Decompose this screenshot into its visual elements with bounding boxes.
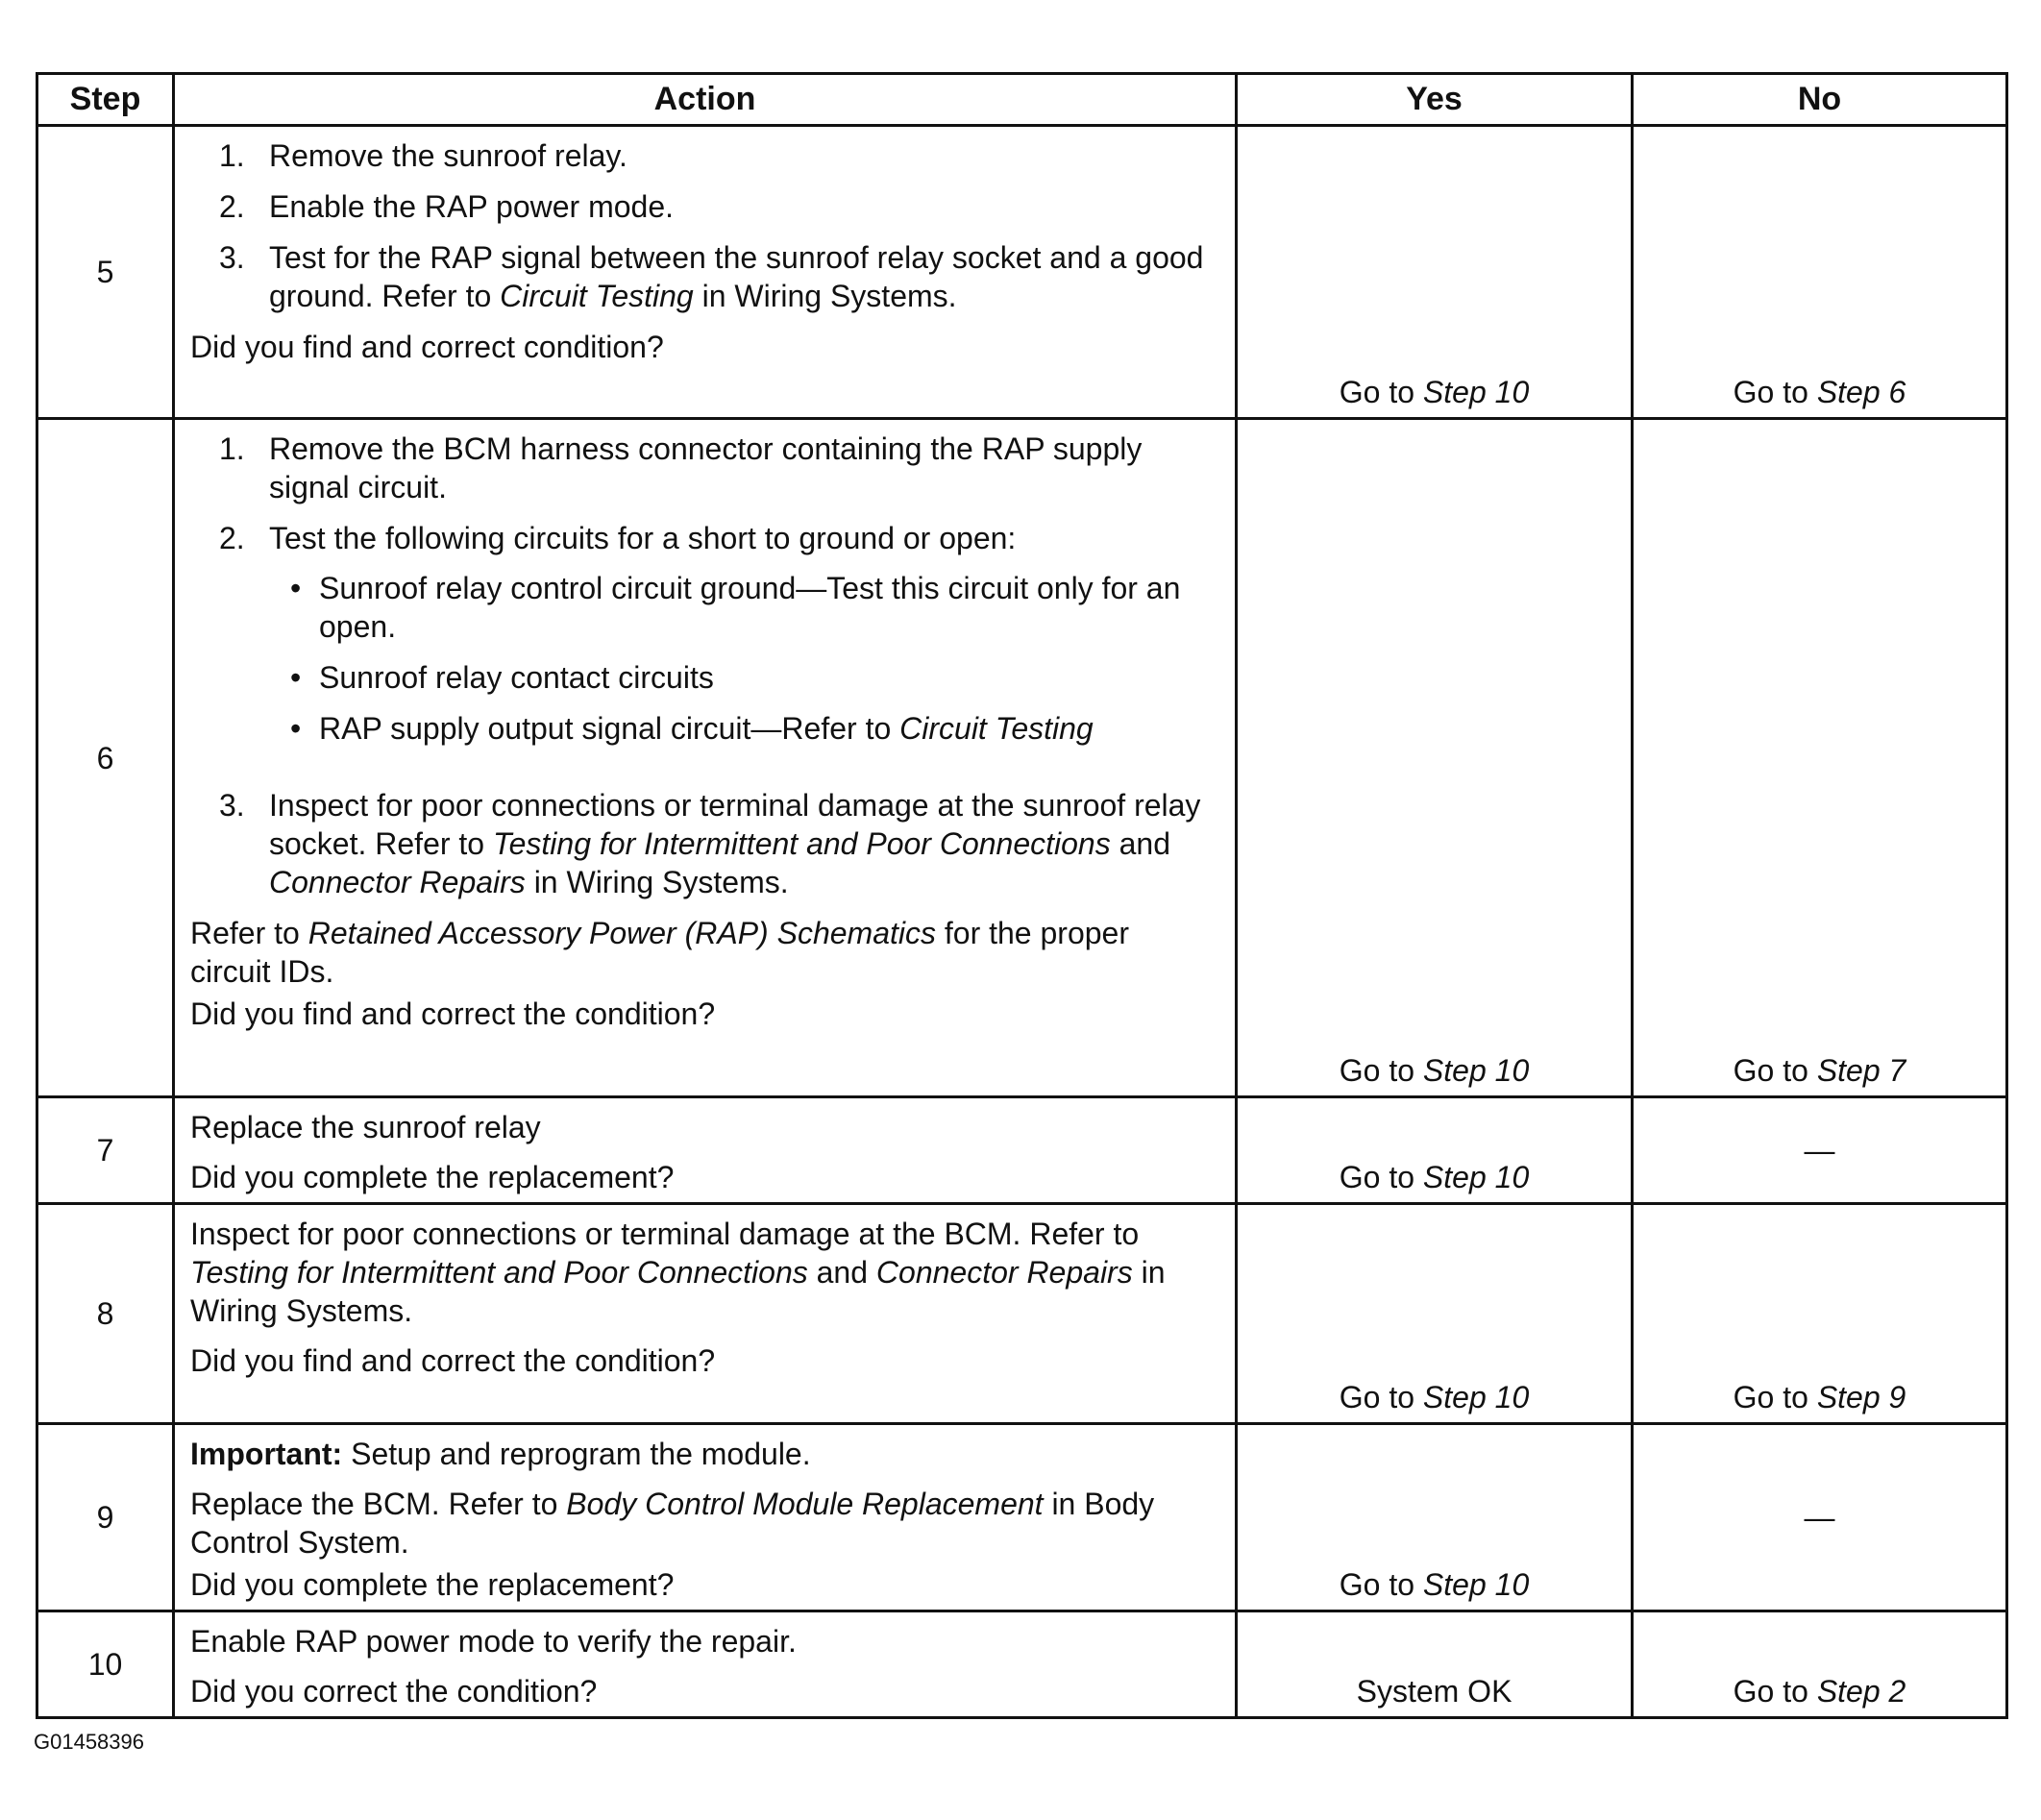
no-go-to: Go to bbox=[1733, 375, 1817, 409]
no-go-to: Go to bbox=[1733, 1053, 1817, 1088]
header-step: Step bbox=[37, 74, 174, 126]
step-text: Remove the sunroof relay. bbox=[269, 138, 627, 173]
no-cell bbox=[1633, 1611, 2007, 1718]
no-cell bbox=[1633, 1204, 2007, 1424]
no-cell bbox=[1633, 126, 2007, 419]
table-row-step-6 bbox=[37, 419, 2007, 1097]
step-text: in Wiring Systems. bbox=[693, 279, 957, 313]
action-text: Replace the sunroof relay bbox=[190, 1110, 541, 1144]
no-cell bbox=[1633, 419, 2007, 1097]
yes-cell bbox=[1237, 419, 1633, 1097]
step-index: 1. bbox=[219, 431, 245, 466]
action-step-list bbox=[190, 430, 1216, 901]
step-index: 2. bbox=[219, 521, 245, 555]
header-yes: Yes bbox=[1237, 74, 1633, 126]
step-text: Enable the RAP power mode. bbox=[269, 189, 674, 224]
action-question: Did you complete the replacement? bbox=[190, 1160, 675, 1194]
action-question: Did you correct the condition? bbox=[190, 1674, 598, 1709]
action-step bbox=[190, 187, 1216, 226]
yes-cell bbox=[1237, 126, 1633, 419]
step-number: 10 bbox=[37, 1611, 174, 1718]
bullet-text: Sunroof relay control circuit ground—Test this circuit only for an open. bbox=[319, 571, 1181, 644]
yes-target-step: Step 10 bbox=[1422, 1053, 1530, 1088]
action-cell bbox=[174, 419, 1237, 1097]
action-question: Did you find and correct condition? bbox=[190, 330, 664, 364]
action-text-part: Replace the BCM. Refer to bbox=[190, 1487, 567, 1521]
action-text bbox=[190, 1485, 1216, 1562]
header-no: No bbox=[1633, 74, 2007, 126]
important-note bbox=[190, 1435, 1216, 1473]
no-target-step: Step 7 bbox=[1816, 1053, 1906, 1088]
yes-go-to: Go to bbox=[1339, 1380, 1423, 1414]
yes-target-step: Step 10 bbox=[1422, 1567, 1530, 1602]
reference-link: Circuit Testing bbox=[899, 711, 1094, 746]
refer-note bbox=[190, 914, 1216, 991]
action-step bbox=[190, 786, 1216, 901]
important-label: Important: bbox=[190, 1437, 343, 1471]
reference-link: Body Control Module Replacement bbox=[566, 1487, 1044, 1521]
bullet-dot: • bbox=[290, 711, 302, 746]
yes-target-step: Step 10 bbox=[1422, 1160, 1530, 1194]
action-cell bbox=[174, 1204, 1237, 1424]
action-cell bbox=[174, 1424, 1237, 1611]
step-number: 8 bbox=[37, 1204, 174, 1424]
no-target-step: Step 9 bbox=[1816, 1380, 1906, 1414]
important-text: Setup and reprogram the module. bbox=[342, 1437, 811, 1471]
no-cell bbox=[1633, 1424, 2007, 1611]
step-text: in Wiring Systems. bbox=[525, 865, 789, 899]
action-text-part: and bbox=[807, 1255, 876, 1290]
action-text-part: Inspect for poor connections or terminal damage at the BCM. Refer to bbox=[190, 1217, 1140, 1251]
reference-link: Connector Repairs bbox=[875, 1255, 1133, 1290]
step-index: 1. bbox=[219, 138, 245, 173]
action-cell bbox=[174, 1611, 1237, 1718]
yes-cell bbox=[1237, 1611, 1633, 1718]
bullet-item bbox=[269, 658, 1216, 697]
action-text: Enable RAP power mode to verify the repair. bbox=[190, 1624, 797, 1659]
no-dash: — bbox=[1804, 1133, 1835, 1168]
yes-cell bbox=[1237, 1424, 1633, 1611]
step-number: 6 bbox=[37, 419, 174, 1097]
circuit-bullet-list bbox=[269, 569, 1216, 748]
bullet-text: RAP supply output signal circuit—Refer to bbox=[319, 711, 900, 746]
action-step-list bbox=[190, 136, 1216, 315]
header-action: Action bbox=[174, 74, 1237, 126]
reference-link: Circuit Testing bbox=[500, 279, 694, 313]
table-row-step-9 bbox=[37, 1424, 2007, 1611]
yes-go-to: Go to bbox=[1339, 1567, 1423, 1602]
action-text-part: in Wiring Systems. bbox=[190, 1255, 1166, 1328]
no-cell bbox=[1633, 1097, 2007, 1204]
bullet-text: Sunroof relay contact circuits bbox=[319, 660, 714, 695]
no-target-step: Step 6 bbox=[1816, 375, 1906, 409]
action-question: Did you find and correct the condition? bbox=[190, 1343, 716, 1378]
yes-go-to: Go to bbox=[1339, 1053, 1423, 1088]
action-step bbox=[190, 519, 1216, 748]
step-text: Inspect for poor connections or terminal damage at the sunroof relay socket. Refer to bbox=[269, 788, 1201, 861]
no-target-step: Step 2 bbox=[1816, 1674, 1906, 1709]
table-row-step-7 bbox=[37, 1097, 2007, 1204]
action-text bbox=[190, 1215, 1216, 1330]
yes-cell bbox=[1237, 1204, 1633, 1424]
bullet-dot: • bbox=[290, 660, 302, 695]
step-text: Remove the BCM harness connector containing the RAP supply signal circuit. bbox=[269, 431, 1143, 504]
figure-id: G01458396 bbox=[34, 1730, 144, 1754]
step-number: 7 bbox=[37, 1097, 174, 1204]
table-row-step-10 bbox=[37, 1611, 2007, 1718]
refer-text: for the proper circuit IDs. bbox=[190, 916, 1129, 989]
step-index: 3. bbox=[219, 240, 245, 275]
step-text: Test the following circuits for a short to ground or open: bbox=[269, 521, 1017, 555]
step-text: and bbox=[1110, 826, 1170, 861]
table-header-row bbox=[37, 74, 2007, 126]
action-cell bbox=[174, 126, 1237, 419]
no-go-to: Go to bbox=[1733, 1674, 1817, 1709]
yes-go-to: Go to bbox=[1339, 1160, 1423, 1194]
yes-cell bbox=[1237, 1097, 1633, 1204]
bullet-item bbox=[269, 709, 1216, 748]
bullet-dot: • bbox=[290, 571, 302, 605]
step-index: 3. bbox=[219, 788, 245, 823]
reference-link: Retained Accessory Power (RAP) Schematics bbox=[307, 916, 936, 950]
action-step bbox=[190, 430, 1216, 506]
step-text: Test for the RAP signal between the sunroof relay socket and a good ground. Refer to bbox=[269, 240, 1204, 313]
yes-result: System OK bbox=[1356, 1674, 1512, 1709]
refer-text: Refer to bbox=[190, 916, 308, 950]
step-index: 2. bbox=[219, 189, 245, 224]
action-question: Did you find and correct the condition? bbox=[190, 996, 716, 1031]
action-question: Did you complete the replacement? bbox=[190, 1567, 675, 1602]
no-go-to: Go to bbox=[1733, 1380, 1817, 1414]
bullet-item bbox=[269, 569, 1216, 646]
step-number: 5 bbox=[37, 126, 174, 419]
step-number: 9 bbox=[37, 1424, 174, 1611]
action-step bbox=[190, 136, 1216, 175]
reference-link: Testing for Intermittent and Poor Connections bbox=[492, 826, 1111, 861]
table-row-step-8 bbox=[37, 1204, 2007, 1424]
yes-target-step: Step 10 bbox=[1422, 375, 1530, 409]
yes-go-to: Go to bbox=[1339, 375, 1423, 409]
yes-target-step: Step 10 bbox=[1422, 1380, 1530, 1414]
no-dash: — bbox=[1804, 1500, 1835, 1535]
table-row-step-5 bbox=[37, 126, 2007, 419]
reference-link: Testing for Intermittent and Poor Connections bbox=[190, 1255, 808, 1290]
reference-link: Connector Repairs bbox=[269, 865, 526, 899]
action-text-part: in Body Control System. bbox=[190, 1487, 1155, 1560]
action-step bbox=[190, 238, 1216, 315]
action-cell bbox=[174, 1097, 1237, 1204]
diagnostic-table bbox=[36, 72, 2008, 1719]
